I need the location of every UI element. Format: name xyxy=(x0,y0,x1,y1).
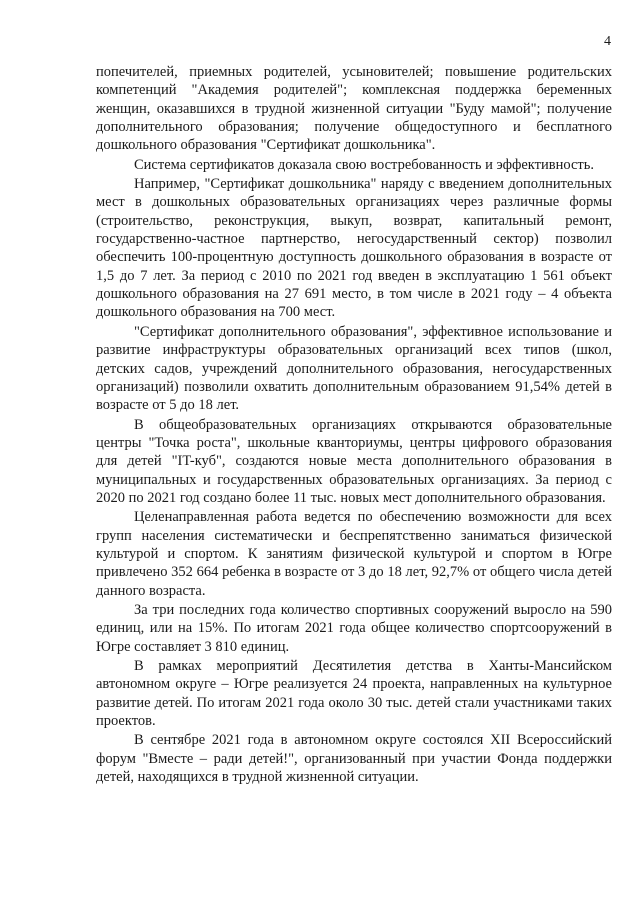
paragraph-continuation: попечителей, приемных родителей, усыновителей; повышение родительских компетенций "Академия родителей"; комплексная поддержка беременных женщин, оказавшихся в трудной жизненной ситуации "Буду мамой"; получение дополнительного образования; получение общедоступного и бесплатного дошкольного образования "Сертификат дошкольника". xyxy=(96,64,612,154)
document-body xyxy=(96,63,612,786)
paragraph-decade-of-childhood: В рамках мероприятий Десятилетия детства в Ханты-Мансийском автономном округе – Югре реализуется 24 проекта, направленных на культурное развитие детей. По итогам 2021 года около 30 тыс. детей стали участниками таких проектов. xyxy=(96,658,612,730)
paragraph-education-centers: В общеобразовательных организациях открываются образовательные центры "Точка роста", школьные кванториумы, центры цифрового образования для детей "IT-куб", создаются новые места дополнительного образования в муниципальных и государственных образовательных организациях. За период с 2020 по 2021 год создано более 11 тыс. новых мест дополнительного образования. xyxy=(96,416,612,506)
paragraph-additional-education-certificate: "Сертификат дополнительного образования", эффективное использование и развитие инфраструктуры образовательных организаций всех типов (школ, детских садов, учреждений дополнительного образования, негосударственных организаций) позволили охватить дополнительным образованием 91,54% детей в возрасте от 5 до 18 лет. xyxy=(96,323,612,414)
paragraph-certificate-system: Система сертификатов доказала свою востребованность и эффективность. xyxy=(134,156,594,173)
paragraph-forum: В сентябре 2021 года в автономном округе состоялся XII Всероссийский форум "Вместе – ради детей!", организованный при участии Фонда поддержки детей, находящихся в трудной жизненной ситуации. xyxy=(96,732,612,786)
paragraph-preschool-certificate: Например, "Сертификат дошкольника" наряду с введением дополнительных мест в дошкольных образовательных организациях через различные формы (строительство, реконструкция, выкуп, возврат, капитальный ремонт, государственно-частное партнерство, негосударственный сектор) позволил обеспечить 100-процентную доступность дошкольного образования в возрасте от 1,5 до 7 лет. За период с 2010 по 2021 год введен в эксплуатацию 1 561 объект дошкольного образования на 27 691 место, в том числе в 2021 году – 4 объекта дошкольного образования на 700 мест. xyxy=(96,176,612,321)
paragraph-sports-facilities: За три последних года количество спортивных сооружений выросло на 590 единиц, или на 15%. По итогам 2021 года общее количество спортсооружений в Югре составляет 3 810 единиц. xyxy=(96,601,612,655)
page-number: 4 xyxy=(604,34,611,49)
paragraph-physical-culture: Целенаправленная работа ведется по обеспечению возможности для всех групп населения систематически и беспрепятственно заниматься физической культурой и спортом. К занятиям физической культурой и спортом в Югре привлечено 352 664 ребенка в возрасте от 3 до 18 лет, 92,7% от общего числа детей данного возраста. xyxy=(96,509,612,599)
